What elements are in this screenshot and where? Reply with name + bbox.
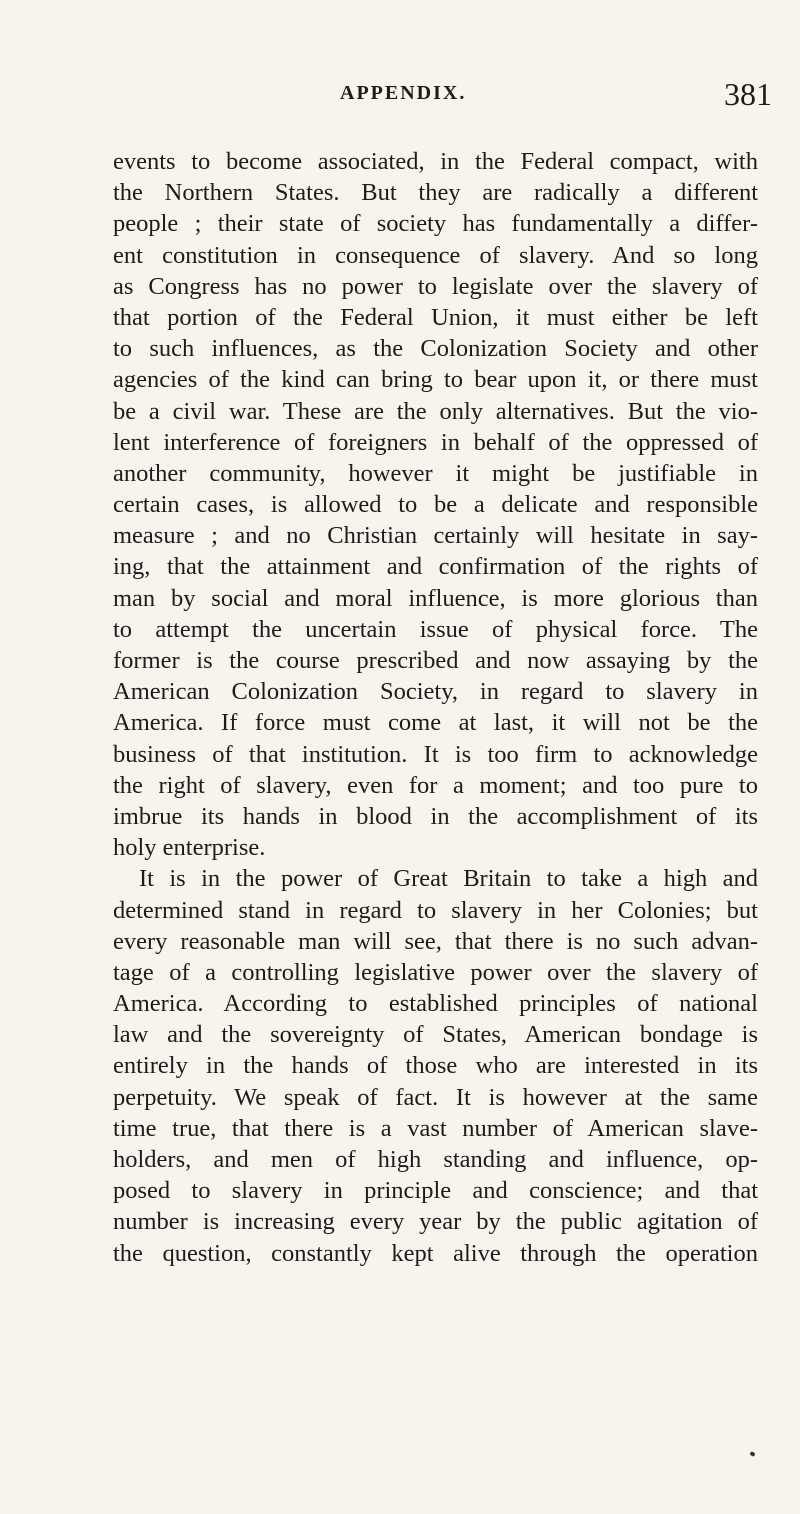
text-line: measure ; and no Christian certainly will hesitate in say- <box>113 522 758 550</box>
text-line: ent constitution in consequence of slavery. And so long <box>113 241 758 269</box>
paragraph-1 <box>113 146 758 863</box>
text-line: holders, and men of high standing and influence, op- <box>113 1146 758 1173</box>
text-line: events to become associated, in the Federal compact, with <box>113 148 758 175</box>
text-line: every reasonable man will see, that there is no such advan- <box>113 927 758 955</box>
text-line: lent interference of foreigners in behalf of the oppressed of <box>113 428 758 456</box>
text-line: imbrue its hands in blood in the accomplishment of its <box>113 802 758 830</box>
text-line: law and the sovereignty of States, American bondage is <box>113 1021 758 1049</box>
paragraph-2 <box>113 863 758 1268</box>
running-head-title: APPENDIX. <box>340 82 467 104</box>
text-line: people ; their state of society has fundamentally a differ- <box>113 210 758 238</box>
text-line: number is increasing every year by the public agitation of <box>113 1208 758 1236</box>
text-line: the Northern States. But they are radically a different <box>113 179 758 207</box>
text-line: certain cases, is allowed to be a delicate and responsible <box>113 491 758 519</box>
text-line: to such influences, as the Colonization Society and other <box>113 335 758 363</box>
text-line: to attempt the uncertain issue of physical force. The <box>113 615 758 643</box>
text-line: determined stand in regard to slavery in her Colonies; but <box>113 896 758 924</box>
text-line: perpetuity. We speak of fact. It is however at the same <box>113 1083 758 1111</box>
text-line: the right of slavery, even for a moment; and too pure to <box>113 771 758 799</box>
text-line: America. If force must come at last, it will not be the <box>113 709 758 737</box>
text-line: American Colonization Society, in regard to slavery in <box>113 678 758 706</box>
text-line: be a civil war. These are the only alternatives. But the vio- <box>113 397 758 425</box>
page-number: 381 <box>724 76 772 112</box>
text-line: posed to slavery in principle and conscience; and that <box>113 1177 758 1205</box>
text-line: It is in the power of Great Britain to take a high and <box>139 865 758 893</box>
text-line: that portion of the Federal Union, it must either be left <box>113 303 758 331</box>
text-line: ing, that the attainment and confirmation of the rights of <box>113 553 758 581</box>
text-line: business of that institution. It is too firm to acknowledge <box>113 740 758 768</box>
text-line: the question, constantly kept alive through the operation <box>113 1239 758 1267</box>
text-line: as Congress has no power to legislate over the slavery of <box>113 272 758 300</box>
text-line: holy enterprise. <box>113 834 266 862</box>
text-line: America. According to established principles of national <box>113 990 758 1018</box>
text-line: tage of a controlling legislative power over the slavery of <box>113 958 758 986</box>
text-line: entirely in the hands of those who are interested in its <box>113 1052 758 1080</box>
running-head <box>0 76 800 120</box>
text-line: man by social and moral influence, is more glorious than <box>113 584 758 612</box>
ink-speck <box>749 1451 755 1457</box>
text-line: time true, that there is a vast number of American slave- <box>113 1114 758 1142</box>
text-line: another community, however it might be justifiable in <box>113 459 758 487</box>
body-text <box>113 146 758 1269</box>
text-line: former is the course prescribed and now assaying by the <box>113 647 758 674</box>
text-line: agencies of the kind can bring to bear upon it, or there must <box>113 366 758 394</box>
